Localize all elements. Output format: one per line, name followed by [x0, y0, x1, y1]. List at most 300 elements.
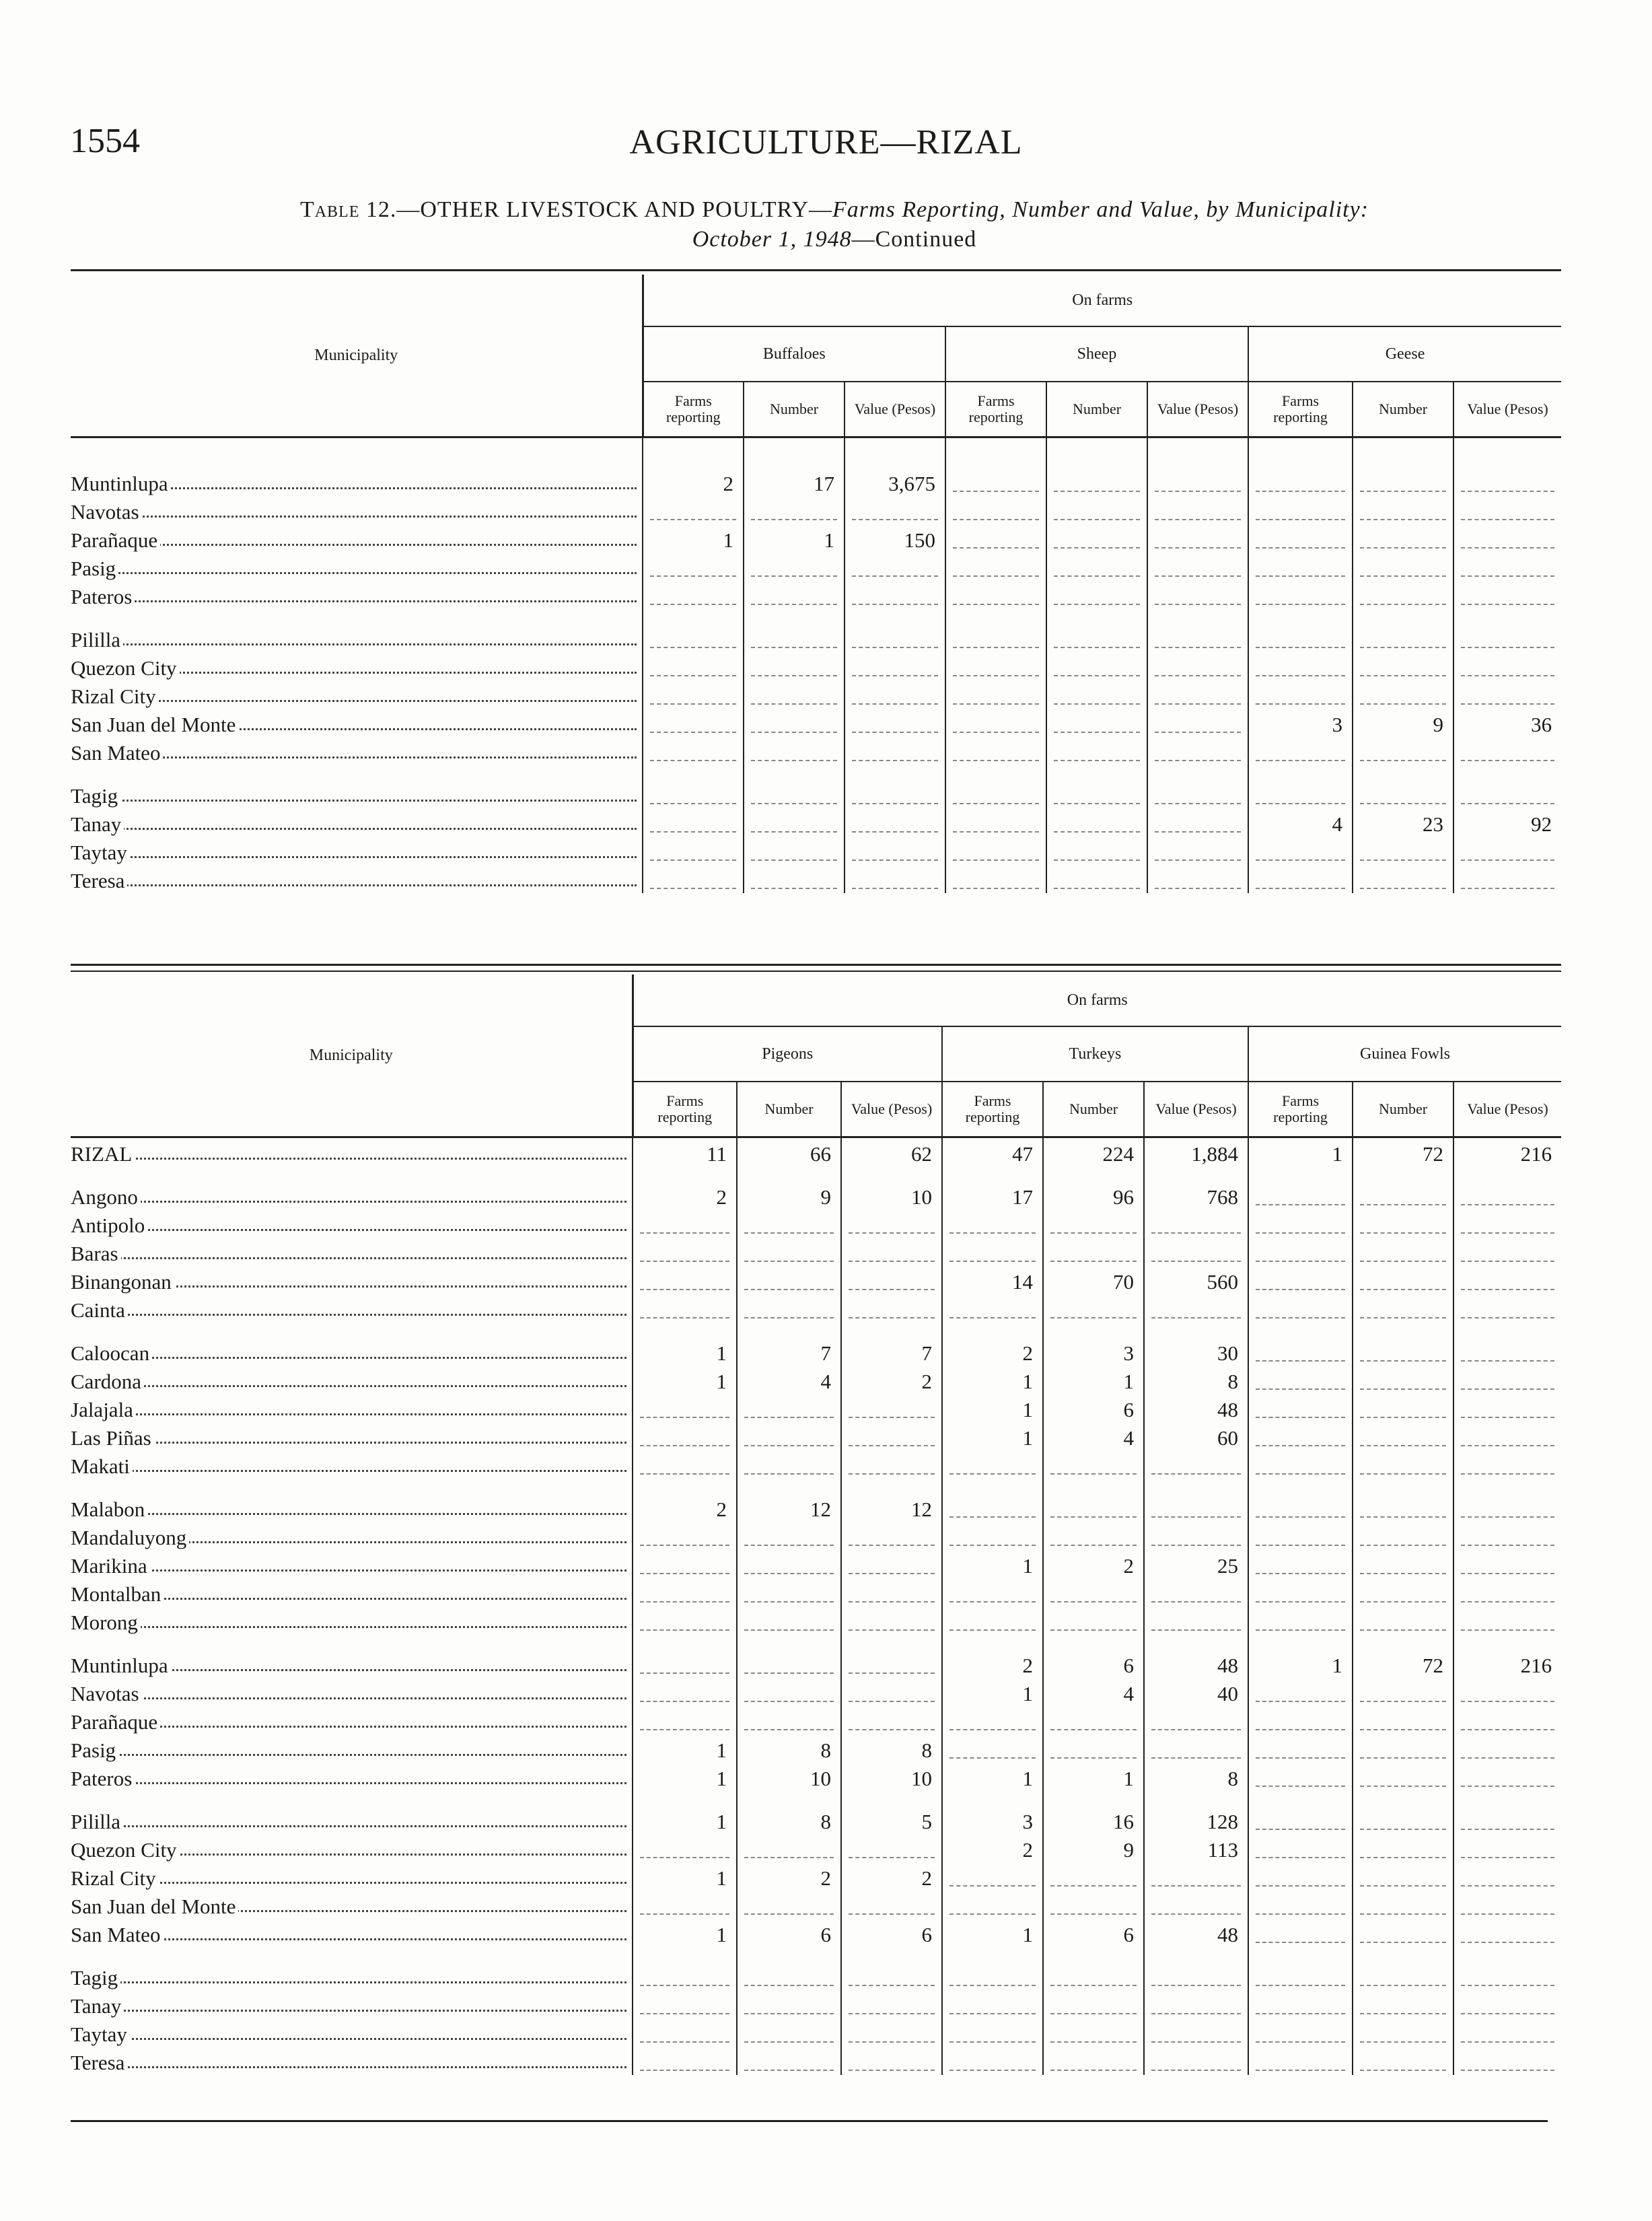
value-cell — [1248, 1990, 1353, 2018]
gap-cell — [1043, 1479, 1144, 1493]
municipality-cell — [71, 1650, 633, 1678]
value-cell — [633, 1919, 737, 1947]
empty-dash — [1054, 859, 1140, 861]
value-cell — [1043, 1962, 1144, 1990]
empty-dash — [650, 675, 736, 676]
value-cell — [942, 1706, 1043, 1734]
value-cell — [1248, 2047, 1353, 2075]
value-cell — [1046, 581, 1147, 609]
value-cell — [1453, 1706, 1561, 1734]
value-cell — [1453, 737, 1561, 765]
empty-dash — [1054, 760, 1140, 761]
table-row — [71, 1834, 1561, 1862]
top-table-rule — [71, 269, 1561, 271]
gap-cell — [1453, 437, 1561, 454]
value-cell — [1144, 1678, 1248, 1706]
empty-dash — [1256, 575, 1345, 577]
empty-dash — [1050, 2041, 1137, 2043]
value-cell — [1248, 1450, 1353, 1479]
table-row — [71, 1337, 1561, 1366]
empty-dash — [1360, 1473, 1446, 1475]
value-cell — [1353, 1650, 1453, 1678]
empty-dash — [744, 1545, 834, 1546]
gap-cell — [942, 1479, 1043, 1493]
value-cell — [1248, 1578, 1353, 1607]
municipality-name: Marikina — [71, 1554, 150, 1578]
value-cell — [1144, 1862, 1248, 1891]
cell-value: 1 — [1022, 1554, 1033, 1578]
gap-cell — [1453, 453, 1561, 468]
municipality-name: Quezon City — [71, 1838, 180, 1862]
value-cell — [1353, 553, 1453, 581]
value-cell — [942, 1550, 1043, 1578]
municipality-name: Montalban — [71, 1582, 164, 1606]
value-cell — [1144, 1919, 1248, 1947]
empty-dash — [1256, 675, 1345, 676]
cell-value: 8 — [921, 1738, 932, 1762]
value-cell — [845, 652, 945, 680]
empty-dash — [1050, 2070, 1137, 2071]
empty-dash — [744, 1289, 834, 1290]
empty-dash — [1050, 1232, 1137, 1234]
value-cell — [945, 837, 1046, 865]
gap-cell — [744, 453, 845, 468]
gap-cell — [1353, 1635, 1453, 1650]
value-cell — [643, 652, 744, 680]
value-cell — [1353, 1209, 1453, 1238]
cell-value: 14 — [1012, 1270, 1033, 1294]
value-cell — [841, 1734, 942, 1763]
empty-dash — [744, 1729, 834, 1730]
value-cell — [1046, 737, 1147, 765]
empty-dash — [1461, 1289, 1554, 1290]
gap-cell — [1046, 765, 1147, 780]
value-cell — [942, 1607, 1043, 1635]
municipality-name: Tanay — [71, 1994, 124, 2018]
empty-dash — [1256, 1913, 1345, 1915]
empty-dash — [1050, 1729, 1137, 1730]
municipality-cell — [71, 808, 643, 837]
value-cell — [945, 709, 1046, 737]
empty-dash — [1155, 547, 1241, 549]
gap-cell — [1453, 1791, 1561, 1806]
value-cell — [1043, 1493, 1144, 1522]
empty-dash — [949, 2013, 1036, 2014]
value-cell — [845, 780, 945, 808]
empty-dash — [1151, 1885, 1241, 1887]
empty-dash — [949, 1516, 1036, 1518]
value-cell — [1144, 1394, 1248, 1422]
value-cell — [737, 1294, 841, 1323]
empty-dash — [1360, 1729, 1446, 1730]
municipality-name: Pateros — [71, 1767, 135, 1790]
cell-value: 4 — [1332, 812, 1342, 836]
empty-dash — [949, 1232, 1036, 1234]
empty-dash — [1256, 1885, 1345, 1887]
cell-value: 48 — [1217, 1398, 1238, 1421]
value-cell — [942, 1678, 1043, 1706]
value-cell — [744, 865, 845, 893]
dot-leader — [71, 643, 637, 645]
cell-value: 6 — [1123, 1923, 1134, 1946]
empty-dash — [1360, 760, 1446, 761]
value-cell — [1144, 1266, 1248, 1294]
empty-dash — [1461, 1942, 1554, 1943]
value-cell — [737, 1962, 841, 1990]
value-cell — [942, 1962, 1043, 1990]
value-cell — [1144, 2047, 1248, 2075]
empty-dash — [744, 2013, 834, 2014]
cell-value: 2 — [921, 1866, 932, 1890]
empty-dash — [744, 1417, 834, 1418]
empty-dash — [1461, 803, 1554, 804]
value-cell — [737, 1990, 841, 2018]
value-cell — [1043, 1450, 1144, 1479]
cell-value: 96 — [1113, 1185, 1134, 1209]
municipality-cell — [71, 652, 643, 680]
value-cell — [1353, 1834, 1453, 1862]
value-cell — [1353, 1238, 1453, 1266]
value-cell — [841, 1862, 942, 1891]
value-cell — [1248, 1763, 1353, 1791]
empty-dash — [751, 703, 837, 705]
value-cell — [1144, 1734, 1248, 1763]
empty-dash — [1151, 1473, 1241, 1475]
dot-leader — [71, 800, 637, 802]
cell-value: 72 — [1423, 1654, 1443, 1677]
cell-value: 7 — [820, 1341, 831, 1365]
value-cell — [1248, 1862, 1353, 1891]
value-cell — [643, 468, 744, 496]
municipality-name: Pasig — [71, 557, 118, 580]
value-cell — [942, 1919, 1043, 1947]
value-cell — [845, 496, 945, 524]
municipality-cell — [71, 1238, 633, 1266]
empty-dash — [1151, 1601, 1241, 1602]
gap-cell — [737, 1479, 841, 1493]
empty-dash — [1256, 1757, 1345, 1759]
value-cell — [633, 1493, 737, 1522]
table-row — [71, 2018, 1561, 2047]
gap-cell — [841, 1479, 942, 1493]
municipality-name: Mandaluyong — [71, 1526, 189, 1549]
cell-value: 16 — [1113, 1810, 1134, 1833]
empty-dash — [1256, 888, 1345, 889]
value-cell — [1144, 1450, 1248, 1479]
empty-dash — [949, 1317, 1036, 1318]
value-cell — [1353, 652, 1453, 680]
gap-cell — [841, 1635, 942, 1650]
value-cell — [1144, 1522, 1248, 1550]
bottom-subheader: Value (Pesos) — [1453, 1082, 1561, 1137]
empty-dash — [1054, 519, 1140, 520]
empty-dash — [953, 831, 1039, 833]
municipality-cell — [71, 1422, 633, 1450]
table-row — [71, 652, 1561, 680]
value-cell — [1248, 1294, 1353, 1323]
table-row — [71, 865, 1561, 893]
value-cell — [1353, 1137, 1453, 1167]
gap-cell — [633, 1166, 737, 1181]
empty-dash — [852, 760, 938, 761]
gap-cell — [1046, 453, 1147, 468]
cell-value: 8 — [1227, 1370, 1238, 1393]
empty-dash — [640, 1629, 729, 1631]
value-cell — [633, 1806, 737, 1834]
table-top-header — [71, 275, 1561, 437]
value-cell — [845, 737, 945, 765]
value-cell — [1248, 624, 1353, 652]
empty-dash — [1155, 519, 1241, 520]
value-cell — [841, 1962, 942, 1990]
gap-cell — [1248, 1635, 1353, 1650]
value-cell — [1248, 1493, 1353, 1522]
value-cell — [633, 1137, 737, 1167]
empty-dash — [1155, 575, 1241, 577]
value-cell — [633, 1862, 737, 1891]
value-cell — [737, 1806, 841, 1834]
value-cell — [1453, 1990, 1561, 2018]
municipality-name: Navotas — [71, 1682, 142, 1705]
cell-value: 216 — [1520, 1142, 1552, 1166]
municipality-name: Muntinlupa — [71, 472, 171, 495]
value-cell — [845, 468, 945, 496]
cell-value: 25 — [1217, 1554, 1238, 1578]
empty-dash — [1151, 1757, 1241, 1759]
value-cell — [643, 837, 744, 865]
value-cell — [1043, 1806, 1144, 1834]
empty-dash — [849, 1545, 935, 1546]
empty-dash — [1461, 1261, 1554, 1262]
cell-value: 216 — [1520, 1654, 1552, 1677]
empty-dash — [1151, 2013, 1241, 2014]
empty-dash — [751, 604, 837, 605]
value-cell — [1046, 680, 1147, 709]
empty-dash — [1360, 1232, 1446, 1234]
empty-dash — [953, 732, 1039, 733]
empty-dash — [1461, 1204, 1554, 1205]
value-cell — [1248, 1550, 1353, 1578]
empty-dash — [1461, 575, 1554, 577]
value-cell — [1453, 1522, 1561, 1550]
table-row — [71, 1294, 1561, 1323]
empty-dash — [1360, 1786, 1446, 1787]
cell-value: 1 — [1332, 1654, 1342, 1677]
value-cell — [1144, 1209, 1248, 1238]
value-cell — [1353, 1550, 1453, 1578]
cell-value: 1 — [716, 1341, 727, 1365]
value-cell — [1147, 581, 1248, 609]
municipality-name: Rizal City — [71, 1866, 159, 1890]
empty-dash — [640, 2070, 729, 2071]
value-cell — [1043, 1238, 1144, 1266]
empty-dash — [1256, 2070, 1345, 2071]
table-row — [71, 1962, 1561, 1990]
value-cell — [737, 1891, 841, 1919]
bottom-table-rule-2 — [71, 971, 1561, 972]
value-cell — [841, 1337, 942, 1366]
municipality-cell — [71, 709, 643, 737]
cell-value: 1,884 — [1191, 1142, 1238, 1166]
gap-cell — [633, 1791, 737, 1806]
empty-dash — [1151, 2041, 1241, 2043]
value-cell — [1248, 1337, 1353, 1366]
municipality-cell — [71, 1394, 633, 1422]
value-cell — [1248, 709, 1353, 737]
value-cell — [945, 524, 1046, 553]
value-cell — [841, 1493, 942, 1522]
cell-value: 1 — [716, 1923, 727, 1946]
value-cell — [1453, 553, 1561, 581]
empty-dash — [1256, 703, 1345, 705]
value-cell — [1043, 1522, 1144, 1550]
value-cell — [1248, 652, 1353, 680]
municipality-cell — [71, 1294, 633, 1323]
empty-dash — [1050, 1885, 1137, 1887]
municipality-cell — [71, 680, 643, 709]
cell-value: 3,675 — [888, 472, 935, 495]
value-cell — [1453, 1678, 1561, 1706]
bottom-group-0: Pigeons — [633, 1026, 942, 1082]
empty-dash — [1256, 1204, 1345, 1205]
bottom-closing-rule — [71, 2120, 1548, 2122]
gap-cell — [1453, 1947, 1561, 1962]
value-cell — [1147, 652, 1248, 680]
dot-leader — [71, 1229, 626, 1231]
empty-dash — [949, 1261, 1036, 1262]
empty-dash — [751, 519, 837, 520]
empty-dash — [849, 1289, 935, 1290]
gap-cell — [1144, 1323, 1248, 1337]
empty-dash — [1461, 1757, 1554, 1759]
empty-dash — [1054, 604, 1140, 605]
empty-dash — [744, 1601, 834, 1602]
empty-dash — [1151, 2070, 1241, 2071]
value-cell — [744, 652, 845, 680]
empty-dash — [1054, 888, 1140, 889]
value-cell — [1353, 1493, 1453, 1522]
gap-cell — [1453, 1323, 1561, 1337]
cell-value: 17 — [814, 472, 834, 495]
empty-dash — [852, 703, 938, 705]
gap-cell — [942, 1323, 1043, 1337]
table-row — [71, 1734, 1561, 1763]
empty-dash — [1360, 519, 1446, 520]
cell-value: 768 — [1207, 1185, 1238, 1209]
value-cell — [1248, 1266, 1353, 1294]
bottom-subheader: Farms reporting — [633, 1082, 737, 1137]
value-cell — [633, 1650, 737, 1678]
value-cell — [1144, 1891, 1248, 1919]
gap-cell — [942, 1166, 1043, 1181]
cell-value: 6 — [921, 1923, 932, 1946]
empty-dash — [1256, 1261, 1345, 1262]
value-cell — [1144, 1763, 1248, 1791]
value-cell — [942, 1137, 1043, 1167]
bottom-subheader: Farms reporting — [1248, 1082, 1353, 1137]
municipality-name: Morong — [71, 1611, 141, 1634]
gap-cell — [1353, 1166, 1453, 1181]
dot-leader — [71, 856, 637, 858]
empty-dash — [953, 859, 1039, 861]
value-cell — [633, 1678, 737, 1706]
gap-cell — [942, 1635, 1043, 1650]
empty-dash — [744, 1701, 834, 1702]
empty-dash — [1151, 1629, 1241, 1631]
value-cell — [942, 1238, 1043, 1266]
value-cell — [744, 581, 845, 609]
cell-value: 23 — [1423, 812, 1443, 836]
value-cell — [1144, 1834, 1248, 1862]
value-cell — [945, 780, 1046, 808]
value-cell — [841, 2047, 942, 2075]
table-row — [71, 837, 1561, 865]
empty-dash — [1461, 1857, 1554, 1858]
empty-dash — [1054, 803, 1140, 804]
value-cell — [942, 1422, 1043, 1450]
cell-value: 2 — [716, 1497, 727, 1521]
empty-dash — [1461, 1545, 1554, 1546]
value-cell — [737, 1394, 841, 1422]
gap-cell — [945, 453, 1046, 468]
empty-dash — [1461, 1317, 1554, 1318]
value-cell — [1248, 553, 1353, 581]
gap-cell — [1147, 453, 1248, 468]
empty-dash — [953, 675, 1039, 676]
empty-dash — [650, 859, 736, 861]
empty-dash — [852, 575, 938, 577]
value-cell — [1353, 1706, 1453, 1734]
gap-cell — [71, 765, 643, 780]
empty-dash — [744, 1261, 834, 1262]
value-cell — [841, 1763, 942, 1791]
empty-dash — [744, 1672, 834, 1674]
value-cell — [1453, 496, 1561, 524]
municipality-name: Taytay — [71, 841, 130, 864]
empty-dash — [1461, 1516, 1554, 1518]
value-cell — [1248, 737, 1353, 765]
dot-leader — [71, 2066, 626, 2068]
value-cell — [1144, 1294, 1248, 1323]
municipality-name: Taytay — [71, 2022, 130, 2046]
value-cell — [1353, 1962, 1453, 1990]
empty-dash — [1256, 1701, 1345, 1702]
empty-dash — [1360, 1942, 1446, 1943]
cell-value: 4 — [820, 1370, 831, 1393]
empty-dash — [849, 1317, 935, 1318]
dot-leader — [71, 1782, 626, 1784]
empty-dash — [1256, 1786, 1345, 1787]
empty-dash — [1054, 831, 1140, 833]
municipality-cell — [71, 1706, 633, 1734]
value-cell — [1353, 1337, 1453, 1366]
empty-dash — [1360, 2013, 1446, 2014]
group-gap — [71, 765, 1561, 780]
value-cell — [1248, 780, 1353, 808]
table-row — [71, 624, 1561, 652]
value-cell — [1043, 1209, 1144, 1238]
cell-value: 128 — [1207, 1810, 1238, 1833]
value-cell — [841, 1550, 942, 1578]
municipality-cell — [71, 1834, 633, 1862]
value-cell — [737, 1422, 841, 1450]
cell-value: 40 — [1217, 1682, 1238, 1705]
value-cell — [1043, 1294, 1144, 1323]
value-cell — [1147, 808, 1248, 837]
value-cell — [1043, 1990, 1144, 2018]
empty-dash — [953, 888, 1039, 889]
municipality-cell — [71, 1209, 633, 1238]
